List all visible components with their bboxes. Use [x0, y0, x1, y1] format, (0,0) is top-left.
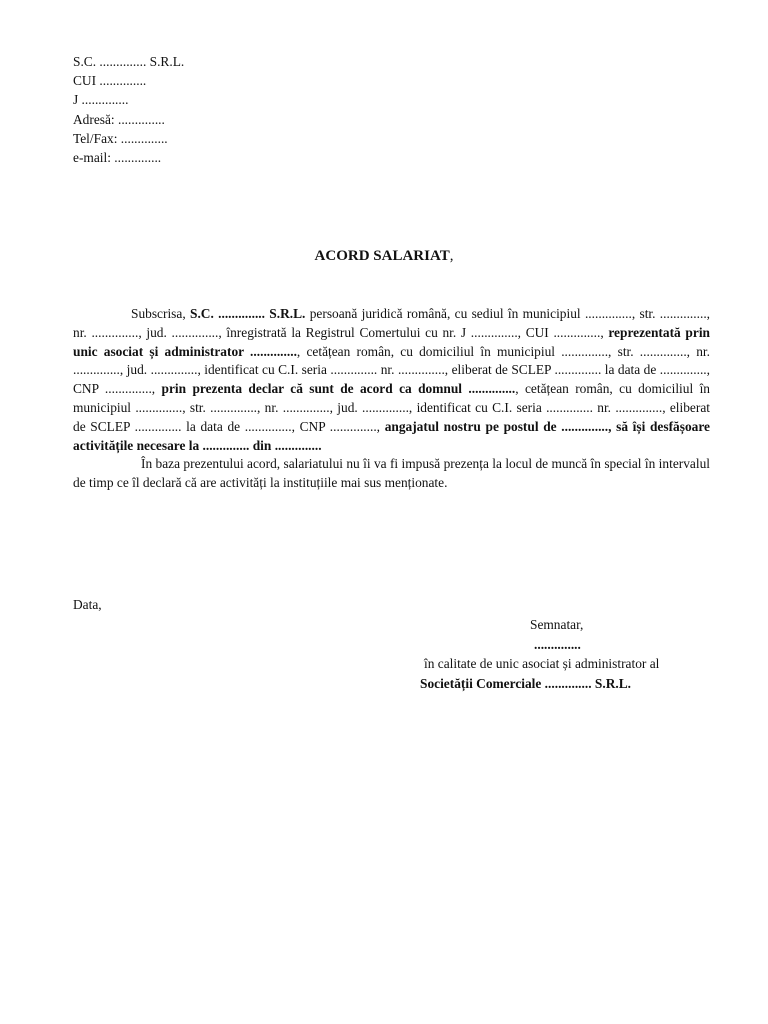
document-title-suffix: , [449, 248, 454, 264]
signatory-label: Semnatar, [530, 617, 584, 632]
paragraph-1-part-6: prin prezenta declar că sunt de acord ca domnul .............. [161, 381, 516, 397]
company-header [73, 52, 184, 167]
agreement-paragraph-2: În baza prezentului acord, salariatului nu îi va fi impusă prezența la locul de muncă în special în intervalul de timp ce îl declară că are activități la instituțiile mai sus menționate. [73, 456, 710, 491]
paragraph-1-part-2: S.C. .............. S.R.L. [190, 306, 306, 321]
company-telfax: Tel/Fax: .............. [73, 130, 168, 146]
paragraph-1-part-1: Subscrisa, [131, 306, 190, 321]
document-title [0, 246, 768, 266]
agreement-paragraph-1 [73, 305, 710, 455]
signatory-capacity: în calitate de unic asociat și administrator al [424, 656, 660, 671]
paragraph-1-part-4: reprezentată prin unic asociat și administrator .............. [73, 324, 710, 359]
company-cui: CUI .............. [73, 73, 147, 89]
company-email: e-mail: .............. [73, 150, 162, 166]
signature-block [420, 615, 705, 693]
paragraph-1-part-3: persoană juridică română, cu sediul în municipiul .............., str. .............., nr. .............., jud. .............., înregistrată la Registrul Comertului cu nr. J .............., CUI .............., [73, 306, 711, 340]
signatory-company: Societății Comerciale .............. S.R.L. [420, 675, 631, 691]
document-title-text: ACORD SALARIAT [314, 248, 450, 264]
paragraph-1-part-8: angajatul nostru pe postul de .............., să își desfășoare activitățile necesare la .............. din .............. [73, 418, 710, 453]
company-registry-number: J .............. [73, 92, 129, 108]
company-address: Adresă: .............. [73, 111, 165, 127]
paragraph-1-part-7: , cetățean român, cu domiciliul în municipiul .............., str. .............., nr. .............., jud. .............., identificat cu C.I. seria .............. nr. .............., eliberat de SCLEP .............. la data de .............., CNP .............., [73, 381, 710, 434]
paragraph-1-part-5: , cetățean român, cu domiciliul în municipiul .............., str. .............., nr. .............., jud. .............., identificat cu C.I. seria .............. nr. .............., eliberat de SCLEP .............. la data de .............., CNP .............., [73, 343, 710, 397]
signatory-name-placeholder: .............. [534, 636, 581, 652]
company-name: S.C. .............. S.R.L. [73, 54, 185, 69]
document-body [73, 305, 710, 493]
date-label: Data, [73, 597, 102, 612]
